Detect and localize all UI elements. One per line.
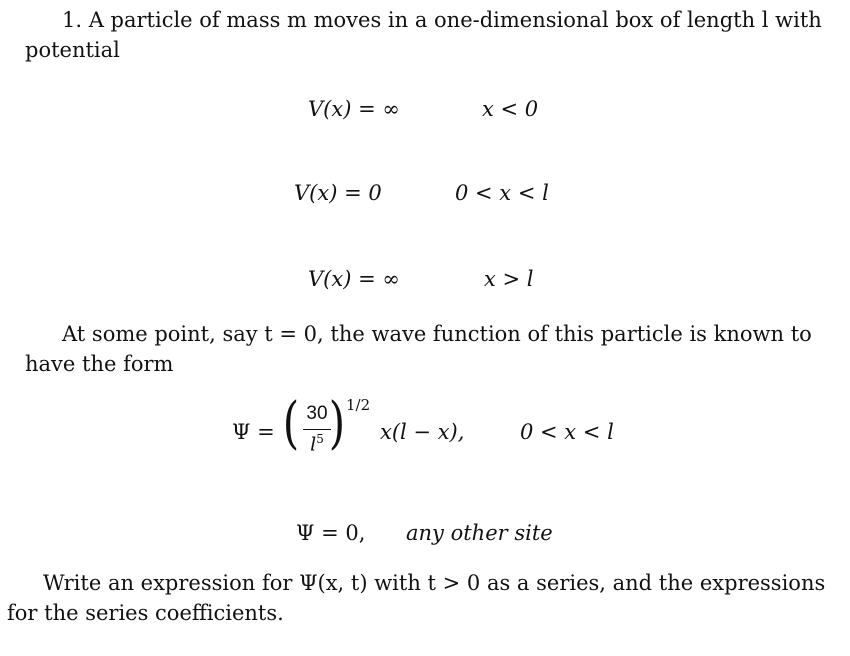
- right-paren: ): [328, 391, 346, 456]
- psi-denominator-exponent: 5: [316, 432, 324, 446]
- psi-denominator-base: l: [310, 433, 317, 456]
- wave-line-1: At some point, say t = 0, the wave function of this particle is known to: [62, 322, 812, 346]
- intro-line-1: 1. A particle of mass m moves in a one-dimensional box of length l with: [62, 8, 822, 32]
- psi-numerator: 30: [306, 403, 328, 424]
- intro-line-2: potential: [25, 38, 120, 62]
- psi-zero-condition: any other site: [406, 521, 553, 545]
- psi-zero: Ψ = 0,: [296, 521, 366, 545]
- psi-power: 1/2: [346, 396, 371, 414]
- potential-lhs-2: V(x) = 0: [294, 181, 382, 205]
- potential-lhs-1: V(x) = ∞: [308, 97, 400, 121]
- psi-condition: 0 < x < l: [520, 420, 614, 444]
- task-line-2: for the series coefficients.: [7, 601, 284, 625]
- potential-cond-1: x < 0: [482, 97, 539, 121]
- left-paren: (: [282, 391, 300, 456]
- psi-lhs: Ψ =: [232, 420, 275, 444]
- potential-cond-2: 0 < x < l: [455, 181, 549, 205]
- potential-cond-3: x > l: [484, 267, 534, 291]
- potential-lhs-3: V(x) = ∞: [308, 267, 400, 291]
- task-line-1: Write an expression for Ψ(x, t) with t > 0 as a series, and the expressions: [43, 571, 826, 595]
- psi-rest: x(l − x),: [380, 420, 465, 444]
- wave-line-2: have the form: [25, 352, 174, 376]
